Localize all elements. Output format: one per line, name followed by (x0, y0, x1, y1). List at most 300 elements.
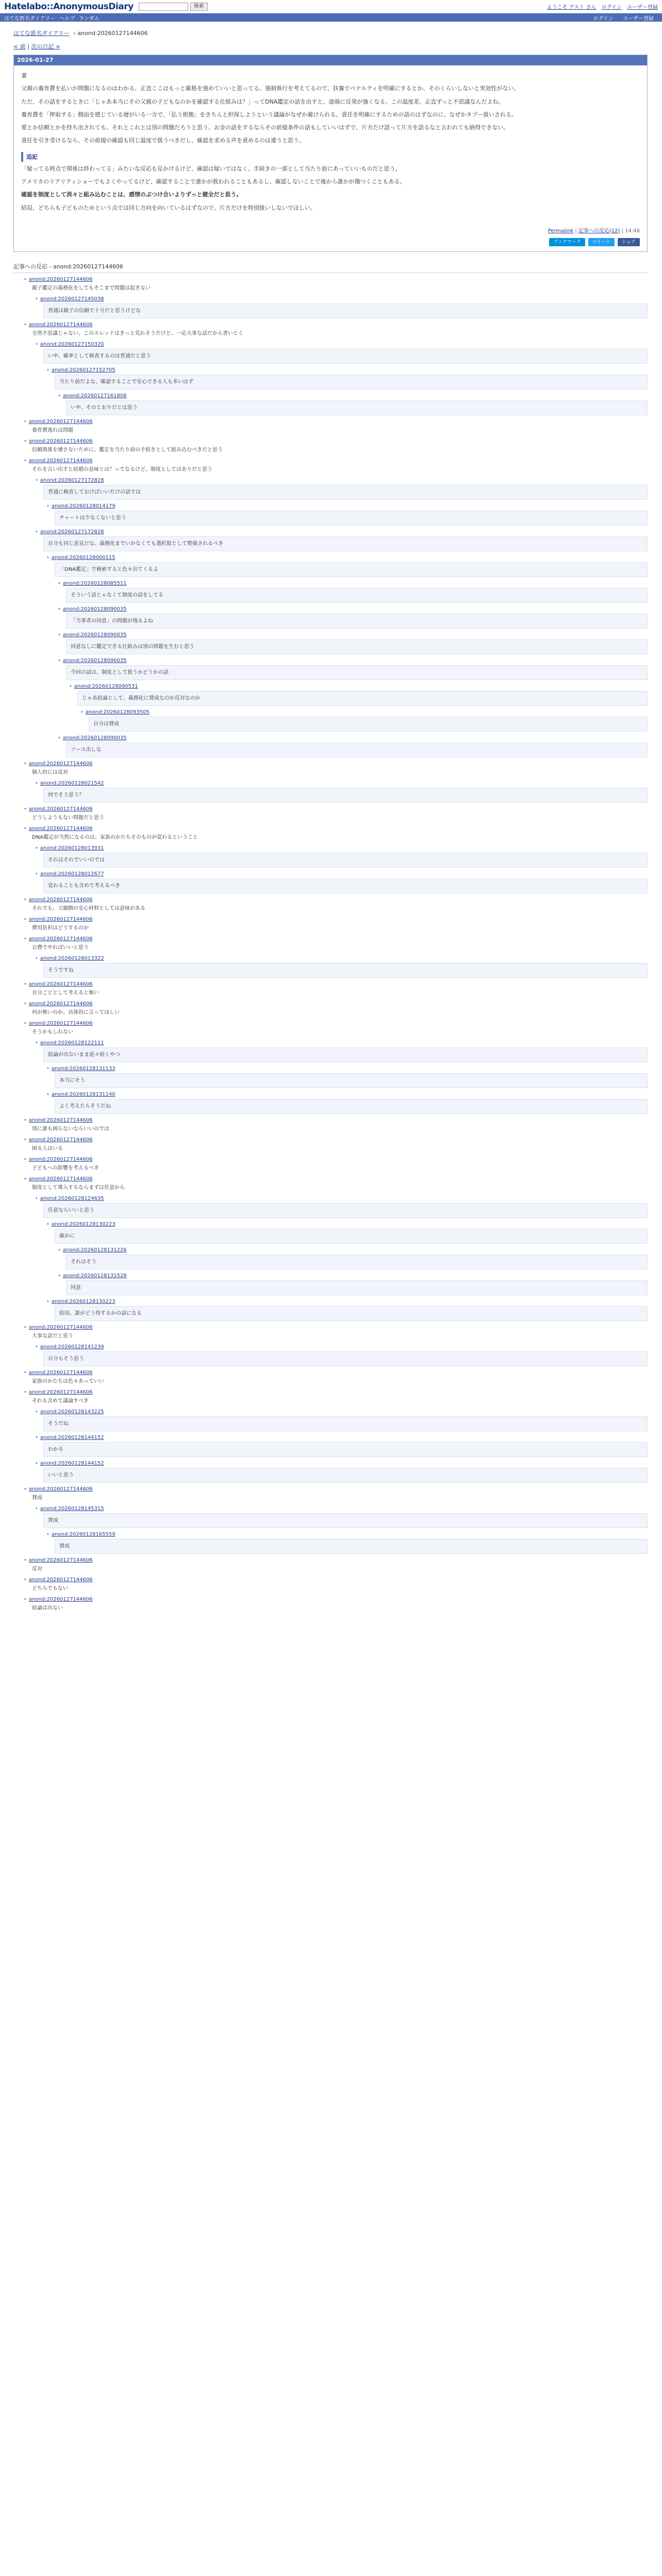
comment-header (58, 735, 648, 741)
subbar-link-random[interactable]: ランダム (79, 15, 100, 22)
comment (35, 1409, 648, 1431)
comment (58, 657, 648, 680)
bullet-icon: • (35, 1460, 38, 1466)
subbar-link-register[interactable]: ユーザー登録 (623, 15, 654, 22)
comment-header (24, 825, 648, 832)
comment (35, 477, 648, 500)
bullet-icon: • (24, 438, 27, 444)
comment (24, 1577, 648, 1593)
comment (46, 554, 648, 577)
comment (35, 1344, 648, 1366)
bullet-icon: • (24, 1557, 27, 1563)
comment-header (24, 896, 648, 903)
comment (35, 1195, 648, 1218)
comment-id-link[interactable]: anond:20260128124635 (40, 1195, 104, 1201)
section-paragraph: 確認を制度として淡々と組み込むことは、感情のぶつけ合いよりずっと健全だと思う。 (21, 191, 242, 198)
bullet-icon: • (35, 1040, 38, 1046)
comment-text: 子どもへの影響を考えるべき (32, 1165, 99, 1171)
breadcrumb-current: anond:20260127144606 (77, 30, 148, 37)
comment (46, 1065, 648, 1088)
comment (46, 1298, 648, 1321)
entry-paragraph: 愛とか信頼とかを持ち出されても、それとこれとは別の問題だろうと思う。お金の話をするならその前提条件の話もしていいはずで、片方だけ語って片方を語るなと言われても納得できない。 (21, 124, 509, 131)
comment-text: 別に誰も困らないならいいのでは (32, 1126, 109, 1132)
comment-id-link[interactable]: anond:20260128131133 (51, 1065, 115, 1072)
comment-id-link[interactable]: anond:20260127144606 (28, 1001, 93, 1007)
comment-header (35, 529, 648, 535)
facebook-share-button[interactable]: シェア (618, 238, 640, 246)
bullet-icon: • (24, 760, 27, 767)
section-paragraph: 「疑ってる時点で関係は終わってる」みたいな反応も見かけるけど、確認は疑いではなく、手続きの一部として当たり前にあっていいものだと思う。 (21, 165, 401, 172)
comment-text: 個人的には反対 (32, 769, 68, 775)
comment-header (35, 780, 648, 787)
bullet-icon: • (46, 367, 49, 373)
comment (24, 1137, 648, 1153)
comment-id-link[interactable]: anond:20260128013322 (40, 955, 104, 961)
comment-id-link[interactable]: anond:20260127152705 (51, 367, 115, 373)
comment (58, 606, 648, 629)
comment-header (58, 393, 648, 399)
comment (24, 1486, 648, 1502)
section-paragraph: アメリカのリアリティショーでもよくやってるけど、確認することで誰かが救われることもあるし、確認しないことで後から誰かが傷つくこともある。 (21, 178, 406, 185)
comment-id-link[interactable]: anond:20260127145038 (40, 296, 104, 302)
comment-text: 何が怖いのか、具体的に言ってほしい (32, 1009, 120, 1015)
comment-id-link[interactable]: anond:20260128131140 (51, 1091, 115, 1097)
bullet-icon: • (24, 1369, 27, 1376)
entry (13, 55, 648, 252)
comment-id-link[interactable]: anond:20260127172828 (40, 477, 104, 483)
comment-id-link[interactable]: anond:20260127144606 (28, 825, 93, 832)
responses-link[interactable]: 記事への反応(12) (578, 228, 620, 234)
comment-header (35, 1505, 648, 1512)
comment-header (35, 871, 648, 877)
comment-text: 制度として導入するならまずは任意から (32, 1184, 125, 1191)
bullet-icon: • (35, 1344, 38, 1350)
permalink[interactable]: Permalink (548, 228, 574, 234)
search-input[interactable] (139, 3, 188, 11)
comment-id-link[interactable]: anond:20260127144606 (28, 457, 93, 464)
comment-id-link[interactable]: anond:20260128090035 (62, 606, 127, 612)
comment (24, 981, 648, 997)
comment (24, 806, 648, 822)
comment-id-link[interactable]: anond:20260128165559 (51, 1531, 115, 1537)
entry-paragraph: 父親の養育費を払いが問題になるのはわかる。正直ここはもっと厳格を強めていいと思ってる。強制執行を考えてるので、扶養でペナルティを明確にするとか、そのくらいしないと実効性がない。 (21, 85, 520, 92)
entry-paragraph: 養育費を「搾取する」側面を感じている層がいる一方で、「払う根拠」をきちんと担保しようという議論がなぜか避けられる。責任を明確にするための話のはずなのに、なぜかタブー扱いされる。 (21, 111, 517, 118)
comment-id-link[interactable]: anond:20260128145315 (40, 1505, 104, 1512)
comment-id-link[interactable]: anond:20260128090035 (62, 632, 127, 638)
comment (24, 760, 648, 777)
bullet-icon: • (58, 606, 61, 612)
comment (35, 1434, 648, 1457)
comment (46, 1091, 648, 1114)
comment-text: 普通は親子の信頼で十分だと思うけどな (43, 303, 648, 318)
tweet-share-button[interactable]: ツイート (588, 238, 615, 246)
comment-text: チャートは少なくないと思う (55, 511, 648, 526)
comment (24, 1389, 648, 1405)
comment-id-link[interactable]: anond:20260128000115 (51, 554, 115, 561)
comment-header (24, 457, 648, 464)
bullet-icon: • (24, 457, 27, 464)
comment-id-link[interactable]: anond:20260127144606 (28, 916, 93, 922)
comment-text: 反対 (32, 1566, 42, 1572)
comment-header (35, 1344, 648, 1350)
comment-header (24, 1117, 648, 1124)
entry-footer: Permalink | 記事への反応(12) | 14:46 (548, 228, 640, 234)
comment (24, 1117, 648, 1133)
comment-id-link[interactable]: anond:20260128013931 (40, 845, 104, 851)
comment-id-link[interactable]: anond:20260127144606 (28, 276, 93, 282)
comment-header (24, 1176, 648, 1182)
bullet-icon: • (80, 709, 84, 715)
comment-id-link[interactable]: anond:20260128014179 (51, 503, 115, 509)
comment-text: そうですね (43, 963, 648, 978)
comment-header (24, 1596, 648, 1603)
comment-header (24, 1369, 648, 1376)
comment-text: そうかもしれない (32, 1029, 73, 1035)
comment (24, 1557, 648, 1573)
comment-text: 家族のかたちは色々あっていい (32, 1378, 104, 1384)
top-bar (0, 0, 662, 13)
bullet-icon: • (69, 683, 72, 689)
comment-text: 結論は出ない (32, 1605, 63, 1611)
comment-id-link[interactable]: anond:20260128090035 (62, 657, 127, 664)
comment-header (58, 1247, 648, 1253)
comment-text: 結局、誰がどう得するかの話になる (55, 1306, 648, 1321)
comment-id-link[interactable]: anond:20260128021542 (40, 780, 104, 786)
bullet-icon: • (58, 632, 61, 638)
comment (24, 276, 648, 293)
comment-header (35, 477, 648, 484)
comment-id-link[interactable]: anond:20260127150320 (40, 341, 104, 347)
comment-text: よく考えたらそうだね (55, 1099, 648, 1114)
comment-id-link[interactable]: anond:20260127144606 (28, 760, 93, 767)
comment-text: どうしようもない問題だと思う (32, 815, 104, 821)
comment-header (35, 1195, 648, 1202)
top-link-welcome[interactable]: ようこそ ゲスト さん (547, 5, 597, 10)
comment-text: 確かに (55, 1229, 648, 1244)
comment-header (35, 1409, 648, 1415)
bullet-icon: • (58, 580, 61, 586)
comment-text: 自分も同じ意見だな。義務化までいかなくても選択肢として整備されるべき (43, 536, 648, 551)
comment-id-link[interactable]: anond:20260127144606 (28, 1324, 93, 1330)
comment-id-link[interactable]: anond:20260128144152 (40, 1434, 104, 1440)
comment-id-link[interactable]: anond:20260127144606 (28, 438, 93, 444)
comment-id-link[interactable]: anond:20260127161808 (62, 393, 127, 399)
comment (24, 916, 648, 933)
comment-header (24, 1389, 648, 1396)
comment (24, 438, 648, 454)
subbar-link-login[interactable]: ログイン (593, 15, 614, 22)
comment-id-link[interactable]: anond:20260127144606 (28, 981, 93, 987)
prev-entry-link[interactable]: < 前 (13, 43, 26, 50)
comment-id-link[interactable]: anond:20260127144606 (28, 1557, 93, 1563)
comment (46, 503, 648, 526)
bullet-icon: • (35, 845, 38, 851)
comment-id-link[interactable]: anond:20260128130223 (51, 1298, 115, 1304)
bullet-icon: • (24, 321, 27, 328)
comment-header (46, 554, 648, 561)
comment (58, 393, 648, 415)
top-link-login[interactable]: ログイン (601, 5, 622, 10)
comment (35, 871, 648, 893)
comment-text: どちらでもない (32, 1585, 68, 1591)
comment-id-link[interactable]: anond:20260127144606 (28, 806, 93, 812)
comment (35, 1460, 648, 1483)
comment-id-link[interactable]: anond:20260127144606 (28, 1020, 93, 1026)
comment-text: そうだね (43, 1416, 648, 1431)
search-button[interactable]: 検索 (190, 3, 208, 11)
comment-text: それでも、父親側の安心材料としては意味がある (32, 905, 145, 911)
comment-text: それを言い出すと結婚の意味とは？ってなるけど、制度としてはありだと思う (32, 466, 212, 472)
entry-paragraph: 責任を引き受けるなら、その前提の確認も同じ温度で扱うべきだし、確認を求める声を責めるのは違うと思う。 (21, 137, 305, 144)
comment-id-link[interactable]: anond:20260128012677 (40, 871, 104, 877)
comment-header (69, 683, 648, 690)
comment-header (58, 657, 648, 664)
comment-id-link[interactable]: anond:20260127144606 (28, 896, 93, 903)
comment-header (24, 760, 648, 767)
comment-id-link[interactable]: anond:20260127172828 (40, 529, 104, 535)
comment-text: 本当にそう (55, 1073, 648, 1088)
bullet-icon: • (24, 1486, 27, 1492)
comment-header (35, 1460, 648, 1467)
comment-id-link[interactable]: anond:20260128144152 (40, 1460, 104, 1466)
bullet-icon: • (24, 1117, 27, 1123)
comment (24, 1020, 648, 1037)
comment-header (58, 632, 648, 638)
entry-navigation (13, 42, 648, 50)
comment-text: 普通に検査しておけばいいだけの話では (43, 485, 648, 500)
comment-header (58, 580, 648, 587)
entry-paragraph: 妻 (21, 72, 27, 79)
section-paragraph: 結局、どちらも子どものためという点では同じ方向を向いているはずなので、片方だけを特別扱いしないでほしい。 (21, 204, 316, 211)
comment-header (24, 1020, 648, 1027)
comment-text: いや、そのとおりだとは思う (66, 400, 648, 415)
bullet-icon: • (46, 1531, 49, 1537)
comment-text: わかる (43, 1442, 648, 1457)
bullet-icon: • (35, 871, 38, 877)
comment (46, 1531, 648, 1554)
comment (46, 367, 648, 389)
comment-id-link[interactable]: anond:20260128122111 (40, 1040, 104, 1046)
comment (35, 1505, 648, 1528)
comment (24, 936, 648, 952)
bullet-icon: • (35, 529, 38, 535)
comment-header (46, 1531, 648, 1538)
comment-id-link[interactable]: anond:20260127144606 (28, 418, 93, 425)
comment (69, 683, 648, 706)
comment-text: 自分ごととして考えると怖い (32, 990, 99, 996)
comment-header (24, 321, 648, 328)
comment (35, 1040, 648, 1062)
comment-header (35, 1040, 648, 1046)
section-title: 追記 (21, 152, 640, 162)
comment (24, 418, 648, 435)
comment (35, 780, 648, 803)
bullet-icon: • (24, 418, 27, 425)
comment-text: 「当事者の同意」の問題が残るよね (66, 614, 648, 629)
comment-text: 公費でやればいいと思う (32, 944, 89, 951)
bullet-icon: • (35, 296, 38, 302)
bullet-icon: • (24, 981, 27, 987)
comment (35, 955, 648, 978)
comment-id-link[interactable]: anond:20260127144606 (28, 1117, 93, 1123)
comment-id-link[interactable]: anond:20260128141239 (40, 1344, 104, 1350)
comment-id-link[interactable]: anond:20260127144606 (28, 1486, 93, 1492)
comment-id-link[interactable]: anond:20260127144606 (28, 1369, 93, 1376)
bullet-icon: • (46, 1221, 49, 1227)
bullet-icon: • (46, 1298, 49, 1304)
comment-id-link[interactable]: anond:20260127144606 (28, 1596, 93, 1602)
nav-separator: | (27, 43, 31, 50)
bullet-icon: • (46, 503, 49, 509)
bullet-icon: • (46, 1065, 49, 1072)
comment (24, 1324, 648, 1341)
comment-header (58, 606, 648, 613)
breadcrumb-home[interactable]: はてな匿名ダイアリー (13, 30, 70, 37)
top-right-links (547, 3, 658, 10)
bullet-icon: • (35, 1505, 38, 1512)
share-row (14, 236, 647, 251)
bullet-icon: • (24, 806, 27, 812)
comment-id-link[interactable]: anond:20260127144606 (28, 1577, 93, 1583)
comment-id-link[interactable]: anond:20260127144606 (28, 1389, 93, 1395)
bullet-icon: • (58, 1273, 61, 1279)
top-link-register[interactable]: ユーザー登録 (627, 5, 658, 10)
comment-header (58, 1273, 648, 1279)
bullet-icon: • (58, 735, 61, 741)
comment-id-link[interactable]: anond:20260128090035 (62, 735, 127, 741)
comment-header (46, 1065, 648, 1072)
entry-time: 14:46 (625, 228, 640, 234)
site-logo[interactable]: Hatelabo::AnonymousDiary (4, 1, 134, 12)
entry-date: 2026-01-27 (14, 55, 647, 65)
breadcrumb (13, 29, 648, 37)
comment-text: 養育費逃れは問題 (32, 427, 73, 433)
comment-text: 親子鑑定の義務化をしてもそこまで問題は起きない (32, 285, 151, 291)
bullet-icon: • (35, 1409, 38, 1415)
comment-header (35, 845, 648, 852)
comment-header (24, 916, 648, 923)
comment-id-link[interactable]: anond:20260128093505 (85, 709, 150, 715)
comment-header (46, 1298, 648, 1305)
bullet-icon: • (35, 1434, 38, 1440)
comment (24, 825, 648, 842)
comment-header (24, 936, 648, 942)
comment-header (24, 1557, 648, 1564)
comment-header (24, 1156, 648, 1163)
comment-text: いいと思う (43, 1468, 648, 1483)
comment (58, 580, 648, 603)
comment (24, 321, 648, 338)
comment (24, 1369, 648, 1386)
comment-header (24, 1486, 648, 1493)
comment-text: 大事な話だと思う (32, 1333, 73, 1339)
comment (24, 1176, 648, 1192)
comment-text: 自分もそう思う (43, 1351, 648, 1366)
comment-header (35, 1434, 648, 1441)
comment-text: それも含めて議論すべき (32, 1398, 89, 1404)
bullet-icon: • (58, 1247, 61, 1253)
subbar-link-help[interactable]: ヘルプ (59, 15, 75, 22)
bullet-icon: • (46, 1091, 49, 1097)
comment-text: 同意なしに鑑定できる仕組みは別の問題を生むと思う (66, 639, 648, 654)
comment-text: 結論が出ないまま延々続くやつ (43, 1047, 648, 1062)
comment-header (46, 1091, 648, 1098)
comment-text: 費用負担はどうするのか (32, 925, 89, 931)
comment-header (24, 418, 648, 425)
subbar-link-home[interactable]: はてな匿名ダイアリー (4, 15, 56, 22)
comments-title: 記事への反応 - anond:20260127144606 (13, 260, 648, 273)
bullet-icon: • (24, 916, 27, 922)
comment-header (35, 955, 648, 962)
sub-bar (0, 13, 662, 22)
bullet-icon: • (35, 1195, 38, 1201)
comment-id-link[interactable]: anond:20260128131226 (62, 1247, 127, 1253)
bullet-icon: • (24, 1001, 27, 1007)
comment-id-link[interactable]: anond:20260127144606 (28, 1156, 93, 1162)
bullet-icon: • (24, 936, 27, 942)
bullet-icon: • (46, 554, 49, 561)
comment-header (46, 367, 648, 374)
comment-id-link[interactable]: anond:20260128130223 (51, 1221, 115, 1227)
comment-text: 賛成 (43, 1513, 648, 1528)
comment-id-link[interactable]: anond:20260128085511 (62, 580, 127, 586)
comment-header (24, 438, 648, 445)
comment-id-link[interactable]: anond:20260128143225 (40, 1409, 104, 1415)
comment-text: 賛成 (55, 1539, 648, 1554)
breadcrumb-separator: › (73, 30, 76, 37)
comment-text: じゃあ結論として、義務化に賛成なのか反対なのか (77, 691, 648, 706)
bullet-icon: • (35, 477, 38, 483)
comment-text: 今回の話は、制度として扱うかどうかの話 (66, 665, 648, 680)
comment-id-link[interactable]: anond:20260128131528 (62, 1273, 127, 1279)
bullet-icon: • (24, 896, 27, 903)
comment-header (24, 806, 648, 812)
bullet-icon: • (58, 657, 61, 664)
comment-text: いや、確率として検査するのは普通だと思う (43, 349, 648, 364)
comment-id-link[interactable]: anond:20260127144606 (28, 1137, 93, 1143)
comment-text: 当たり前だよな、確認することで安心できる人も多いはず (55, 375, 648, 389)
comment (58, 632, 648, 654)
bullet-icon: • (24, 1137, 27, 1143)
comment (24, 457, 648, 474)
bullet-icon: • (24, 1596, 27, 1602)
bullet-icon: • (35, 341, 38, 347)
comment-id-link[interactable]: anond:20260127144606 (28, 321, 93, 328)
bookmark-share-button[interactable]: ブックマーク (549, 238, 585, 246)
bullet-icon: • (24, 1176, 27, 1182)
comment-id-link[interactable]: anond:20260127144606 (28, 1176, 93, 1182)
bullet-icon: • (35, 780, 38, 786)
next-entry-link[interactable]: 次の日記 > (31, 43, 61, 50)
comment-text: 全然不思議じゃない。このスレッドはきっと荒れそうだけど、一応大事な話だから書いとく (32, 330, 243, 336)
bullet-icon: • (24, 1156, 27, 1162)
comment (24, 1596, 648, 1613)
comment (46, 1221, 648, 1244)
comment-header (46, 503, 648, 510)
bullet-icon: • (35, 955, 38, 961)
bullet-icon: • (24, 1577, 27, 1583)
comment (58, 1273, 648, 1295)
comment-header (80, 709, 648, 716)
comment-header (24, 1137, 648, 1143)
comment (24, 1156, 648, 1173)
comment-id-link[interactable]: anond:20260127144606 (28, 936, 93, 942)
bullet-icon: • (24, 1389, 27, 1395)
comment-id-link[interactable]: anond:20260128090531 (74, 683, 138, 689)
comment-header (24, 1577, 648, 1583)
comment (35, 296, 648, 318)
comment-header (24, 276, 648, 283)
